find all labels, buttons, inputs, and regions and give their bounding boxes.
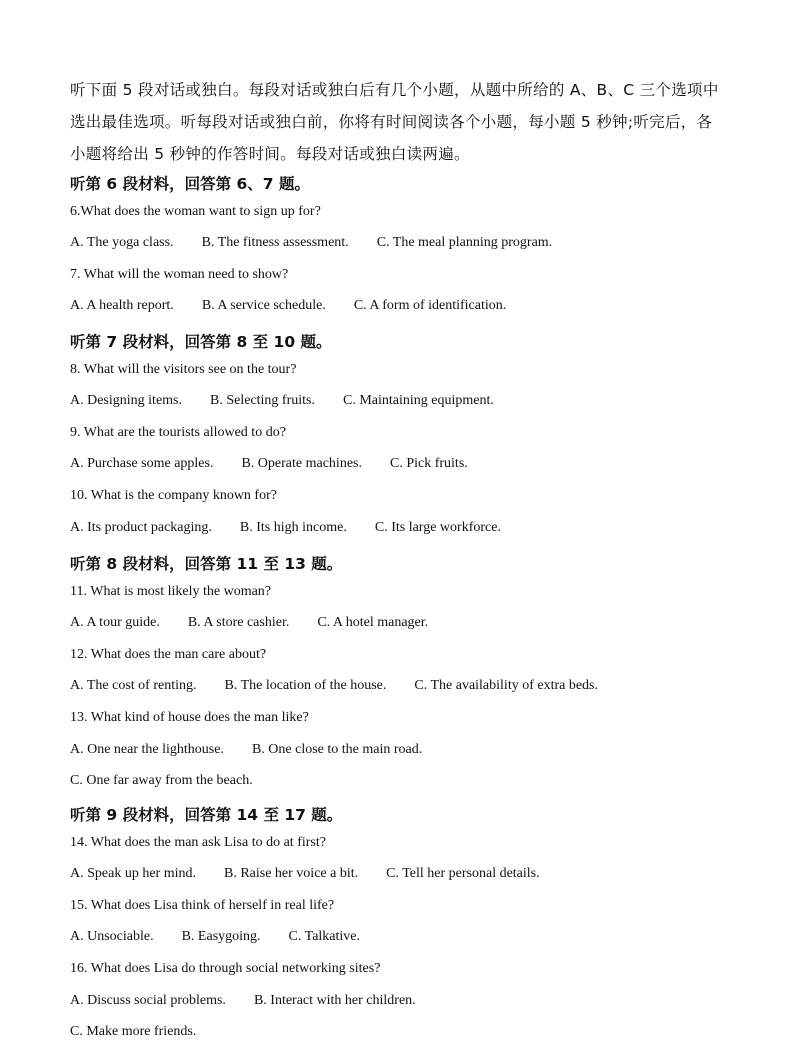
answer-option: A. One near the lighthouse. — [70, 741, 224, 757]
answer-option: A. Speak up her mind. — [70, 866, 196, 882]
answer-option: A. Unsociable. — [70, 929, 154, 945]
question-text: 6.What does the woman want to sign up for? — [70, 203, 321, 219]
question-text: 11. What is most likely the woman? — [70, 583, 272, 599]
options-row — [70, 235, 552, 251]
question-text: 10. What is the company known for? — [70, 488, 277, 503]
question-text: 13. What kind of house does the man like? — [70, 710, 309, 725]
answer-option: B. The location of the house. — [224, 678, 387, 694]
answer-option: C. Make more friends. — [70, 1024, 197, 1040]
answer-option: C. Talkative. — [288, 929, 361, 945]
answer-option: B. One close to the main road. — [251, 741, 423, 757]
answer-option: A. The yoga class. — [70, 235, 174, 251]
answer-option: B. Raise her voice a bit. — [223, 866, 359, 882]
options-row — [70, 866, 540, 882]
answer-option: A. Its product packaging. — [70, 519, 212, 535]
answer-option: B. The fitness assessment. — [201, 235, 349, 251]
options-row — [70, 298, 506, 314]
question-text: 15. What does Lisa think of herself in real life? — [70, 897, 335, 913]
options-row — [70, 678, 598, 694]
answer-option: C. Pick fruits. — [389, 456, 468, 472]
answer-option: C. The meal planning program. — [376, 235, 553, 251]
intro-line: 选出最佳选项。听每段对话或独白前，你将有时间阅读各个小题，每小题 5 秒钟;听完后，各 — [70, 113, 713, 131]
answer-option: B. A service schedule. — [201, 298, 326, 314]
question-text: 12. What does the man care about? — [70, 646, 267, 662]
answer-option: B. Interact with her children. — [253, 992, 416, 1008]
options-row — [70, 993, 416, 1009]
options-row — [70, 456, 468, 472]
answer-option: C. A form of identification. — [353, 298, 507, 314]
answer-option: C. A hotel manager. — [317, 615, 429, 631]
answer-option: A. Designing items. — [70, 393, 182, 409]
answer-option: C. Tell her personal details. — [386, 866, 540, 882]
options-row — [70, 742, 422, 758]
section-heading: 听第 7 段材料，回答第 8 至 10 题。 — [70, 333, 332, 351]
options-row — [70, 929, 360, 945]
answer-option: A. The cost of renting. — [70, 678, 197, 694]
section-heading: 听第 6 段材料，回答第 6、7 题。 — [70, 175, 310, 193]
question-text: 7. What will the woman need to show? — [70, 266, 289, 282]
answer-option: C. Its large workforce. — [374, 519, 501, 535]
section-heading: 听第 9 段材料，回答第 14 至 17 题。 — [70, 806, 343, 824]
answer-option: A. Discuss social problems. — [70, 992, 226, 1008]
options-row — [70, 393, 494, 409]
question-text: 16. What does Lisa do through social networking sites? — [70, 961, 381, 976]
answer-option: C. The availability of extra beds. — [414, 678, 599, 694]
question-text: 8. What will the visitors see on the tour? — [70, 361, 297, 377]
intro-line: 小题将给出 5 秒钟的作答时间。每段对话或独白读两遍。 — [70, 145, 470, 163]
options-row — [70, 1024, 196, 1040]
answer-option: A. Purchase some apples. — [70, 456, 214, 472]
answer-option: B. Its high income. — [239, 519, 347, 535]
answer-option: A. A health report. — [70, 298, 174, 314]
options-row — [70, 520, 501, 536]
options-row — [70, 615, 428, 631]
intro-line: 听下面 5 段对话或独白。每段对话或独白后有几个小题，从题中所给的 A、B、C 三个选项中 — [70, 81, 719, 99]
answer-option: B. Operate machines. — [241, 456, 362, 472]
answer-option: B. Easygoing. — [181, 929, 261, 945]
answer-option: B. A store cashier. — [187, 615, 290, 631]
section-heading: 听第 8 段材料，回答第 11 至 13 题。 — [70, 555, 343, 573]
answer-option: C. Maintaining equipment. — [343, 393, 494, 409]
options-row — [70, 773, 253, 789]
answer-option: A. A tour guide. — [70, 615, 160, 631]
question-text: 14. What does the man ask Lisa to do at first? — [70, 834, 326, 850]
answer-option: C. One far away from the beach. — [70, 773, 253, 789]
answer-option: B. Selecting fruits. — [210, 393, 315, 409]
question-text: 9. What are the tourists allowed to do? — [70, 424, 286, 440]
